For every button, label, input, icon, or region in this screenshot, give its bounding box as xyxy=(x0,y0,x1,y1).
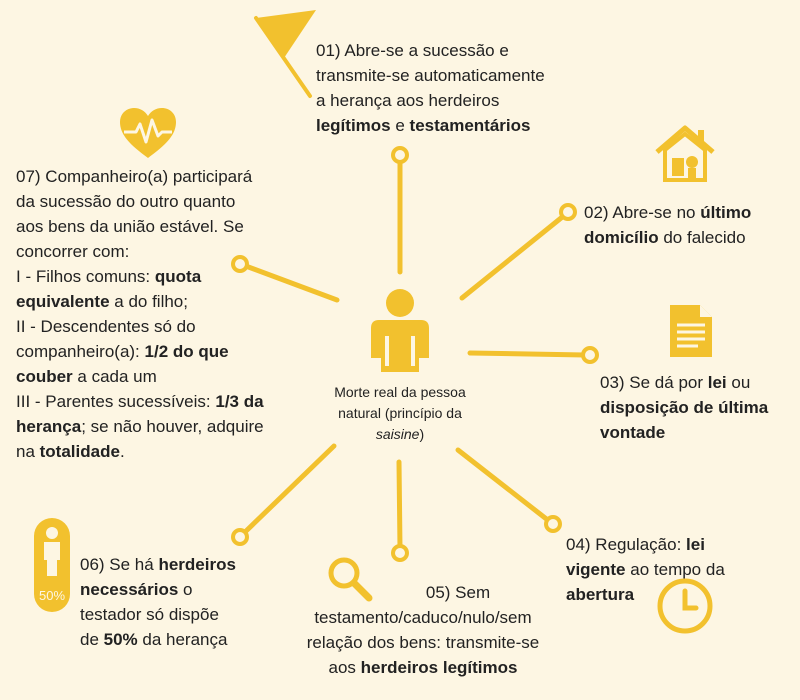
house-icon xyxy=(654,124,716,182)
person-icon xyxy=(357,288,443,372)
node-06 xyxy=(233,530,247,544)
item-02-text: 02) Abre-se no último domicílio do falecido xyxy=(584,203,752,247)
connector-02 xyxy=(462,214,566,298)
connector-03 xyxy=(470,353,585,355)
node-02 xyxy=(561,205,575,219)
node-01 xyxy=(393,148,407,162)
item-03-text: 03) Se dá por lei ou disposição de última vontade xyxy=(600,373,769,442)
node-04 xyxy=(546,517,560,531)
item-04-text: 04) Regulação: lei vigente ao tempo da abertura xyxy=(566,535,725,604)
flag-icon xyxy=(244,8,320,100)
heart-pulse-icon xyxy=(118,106,178,160)
center-label: Morte real da pessoa natural (princípio da saisine) xyxy=(334,384,466,442)
item-06-text: 06) Se há herdeiros necessários o testador só dispõe de 50% da herança xyxy=(80,555,236,649)
node-05 xyxy=(393,546,407,560)
node-03 xyxy=(583,348,597,362)
fifty-percent-badge: 50% xyxy=(38,588,66,603)
document-icon xyxy=(668,303,714,359)
item-07-text: 07) Companheiro(a) participará da sucessão do outro quanto aos bens da união estável. Se concorrer com: I - Filhos comuns: quota equivalente a do filho; II - Descendentes só do companheiro(a): 1/2 do que couber a cada um III - Parentes sucessíveis: 1/3 da herança; se não houver, adquire na totalidade. xyxy=(16,167,264,461)
connector-05 xyxy=(399,462,400,548)
item-05-text: 05) Sem testamento/caduco/nulo/sem relação dos bens: transmite-se aos herdeiros legítimos xyxy=(306,583,540,677)
item-01-text: 01) Abre-se a sucessão e transmite-se automaticamente a herança aos herdeiros legítimos e testamentários xyxy=(316,41,545,135)
person-half-icon xyxy=(34,518,70,612)
connector-04 xyxy=(458,450,549,521)
